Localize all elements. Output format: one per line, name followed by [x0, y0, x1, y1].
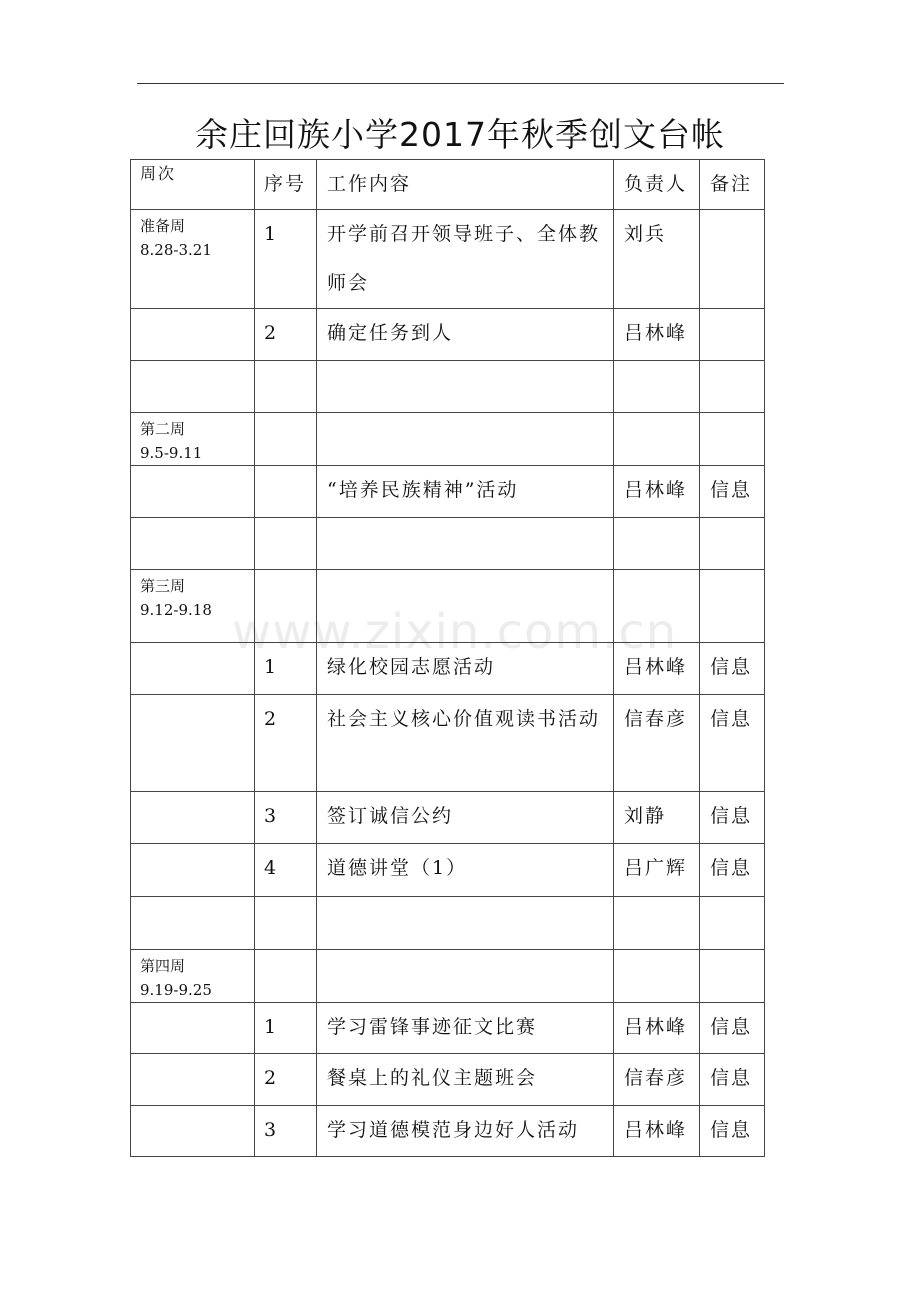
- content-cell: 开学前召开领导班子、全体教师会: [317, 210, 614, 309]
- table-row: [131, 1106, 765, 1157]
- table-row: [131, 792, 765, 844]
- number-cell: 2: [255, 695, 317, 792]
- note-cell: 信息: [700, 844, 765, 897]
- week-cell: [131, 1003, 255, 1054]
- owner-cell: [614, 413, 700, 466]
- note-cell: 信息: [700, 1054, 765, 1106]
- week-cell: [131, 570, 255, 643]
- week-label: 第三周: [140, 577, 186, 595]
- week-label: 第四周: [140, 957, 186, 975]
- note-cell: [700, 210, 765, 309]
- week-label: 准备周: [140, 217, 186, 235]
- content-cell: 确定任务到人: [317, 309, 614, 361]
- owner-cell: 吕林峰: [614, 1003, 700, 1054]
- week-cell: [131, 518, 255, 570]
- note-cell: [700, 413, 765, 466]
- table-row: [131, 361, 765, 413]
- owner-cell: 刘静: [614, 792, 700, 844]
- content-cell: [317, 570, 614, 643]
- header-rule: [137, 83, 784, 84]
- number-cell: [255, 466, 317, 518]
- number-cell: 2: [255, 309, 317, 361]
- week-dates: 8.28-3.21: [140, 241, 212, 259]
- owner-cell: [614, 897, 700, 950]
- content-cell: 社会主义核心价值观读书活动: [317, 695, 614, 792]
- owner-cell: 吕林峰: [614, 466, 700, 518]
- table-row: [131, 518, 765, 570]
- table-row: [131, 210, 765, 309]
- content-cell: 餐桌上的礼仪主题班会: [317, 1054, 614, 1106]
- header-number: 序号: [255, 160, 317, 210]
- number-cell: 3: [255, 792, 317, 844]
- week-cell: [131, 1106, 255, 1157]
- header-row: [131, 160, 765, 210]
- ledger-body: [131, 160, 765, 1157]
- note-cell: 信息: [700, 1003, 765, 1054]
- note-cell: 信息: [700, 1106, 765, 1157]
- table-row: [131, 1003, 765, 1054]
- number-cell: [255, 897, 317, 950]
- content-cell: [317, 897, 614, 950]
- header-owner: 负责人: [614, 160, 700, 210]
- week-label: 第二周: [140, 420, 186, 438]
- ledger-table: [130, 159, 765, 1157]
- week-cell: [131, 210, 255, 309]
- number-cell: 1: [255, 1003, 317, 1054]
- watermark: www.zixin.com.cn: [232, 604, 678, 660]
- week-dates: 9.19-9.25: [140, 981, 212, 999]
- number-cell: [255, 413, 317, 466]
- table-row: [131, 950, 765, 1003]
- number-cell: [255, 570, 317, 643]
- owner-cell: [614, 518, 700, 570]
- owner-cell: [614, 361, 700, 413]
- note-cell: 信息: [700, 643, 765, 695]
- table-row: [131, 413, 765, 466]
- table-row: [131, 466, 765, 518]
- table-row: [131, 570, 765, 643]
- header-note: 备注: [700, 160, 765, 210]
- table-row: [131, 695, 765, 792]
- week-dates: 9.12-9.18: [140, 601, 212, 619]
- number-cell: 4: [255, 844, 317, 897]
- table-row: [131, 643, 765, 695]
- table-row: [131, 844, 765, 897]
- content-cell: [317, 413, 614, 466]
- owner-cell: 刘兵: [614, 210, 700, 309]
- week-cell: [131, 844, 255, 897]
- table-row: [131, 309, 765, 361]
- content-cell: [317, 361, 614, 413]
- number-cell: [255, 361, 317, 413]
- note-cell: [700, 950, 765, 1003]
- week-cell: [131, 361, 255, 413]
- week-cell: [131, 950, 255, 1003]
- note-cell: [700, 309, 765, 361]
- week-cell: [131, 643, 255, 695]
- content-cell: 绿化校园志愿活动: [317, 643, 614, 695]
- owner-cell: 吕林峰: [614, 643, 700, 695]
- content-cell: [317, 950, 614, 1003]
- owner-cell: 吕林峰: [614, 1106, 700, 1157]
- number-cell: [255, 518, 317, 570]
- note-cell: 信息: [700, 695, 765, 792]
- week-dates: 9.5-9.11: [140, 444, 203, 462]
- note-cell: 信息: [700, 466, 765, 518]
- owner-cell: [614, 570, 700, 643]
- header-content: 工作内容: [317, 160, 614, 210]
- page-title: 余庄回族小学2017年秋季创文台帐: [195, 115, 725, 154]
- note-cell: [700, 361, 765, 413]
- number-cell: 2: [255, 1054, 317, 1106]
- number-cell: 1: [255, 210, 317, 309]
- content-cell: 学习道德模范身边好人活动: [317, 1106, 614, 1157]
- content-cell: 学习雷锋事迹征文比赛: [317, 1003, 614, 1054]
- number-cell: 1: [255, 643, 317, 695]
- week-cell: [131, 792, 255, 844]
- week-cell: [131, 897, 255, 950]
- owner-cell: 吕广辉: [614, 844, 700, 897]
- content-cell: [317, 518, 614, 570]
- week-cell: [131, 413, 255, 466]
- note-cell: [700, 897, 765, 950]
- owner-cell: 吕林峰: [614, 309, 700, 361]
- week-cell: [131, 466, 255, 518]
- number-cell: [255, 950, 317, 1003]
- header-week: 周次: [131, 160, 255, 210]
- table-row: [131, 1054, 765, 1106]
- week-cell: [131, 695, 255, 792]
- note-cell: [700, 570, 765, 643]
- number-cell: 3: [255, 1106, 317, 1157]
- content-cell: “培养民族精神”活动: [317, 466, 614, 518]
- note-cell: [700, 518, 765, 570]
- content-cell: 道德讲堂（1）: [317, 844, 614, 897]
- owner-cell: 信春彦: [614, 695, 700, 792]
- table-row: [131, 897, 765, 950]
- week-cell: [131, 309, 255, 361]
- note-cell: 信息: [700, 792, 765, 844]
- owner-cell: 信春彦: [614, 1054, 700, 1106]
- week-cell: [131, 1054, 255, 1106]
- content-cell: 签订诚信公约: [317, 792, 614, 844]
- owner-cell: [614, 950, 700, 1003]
